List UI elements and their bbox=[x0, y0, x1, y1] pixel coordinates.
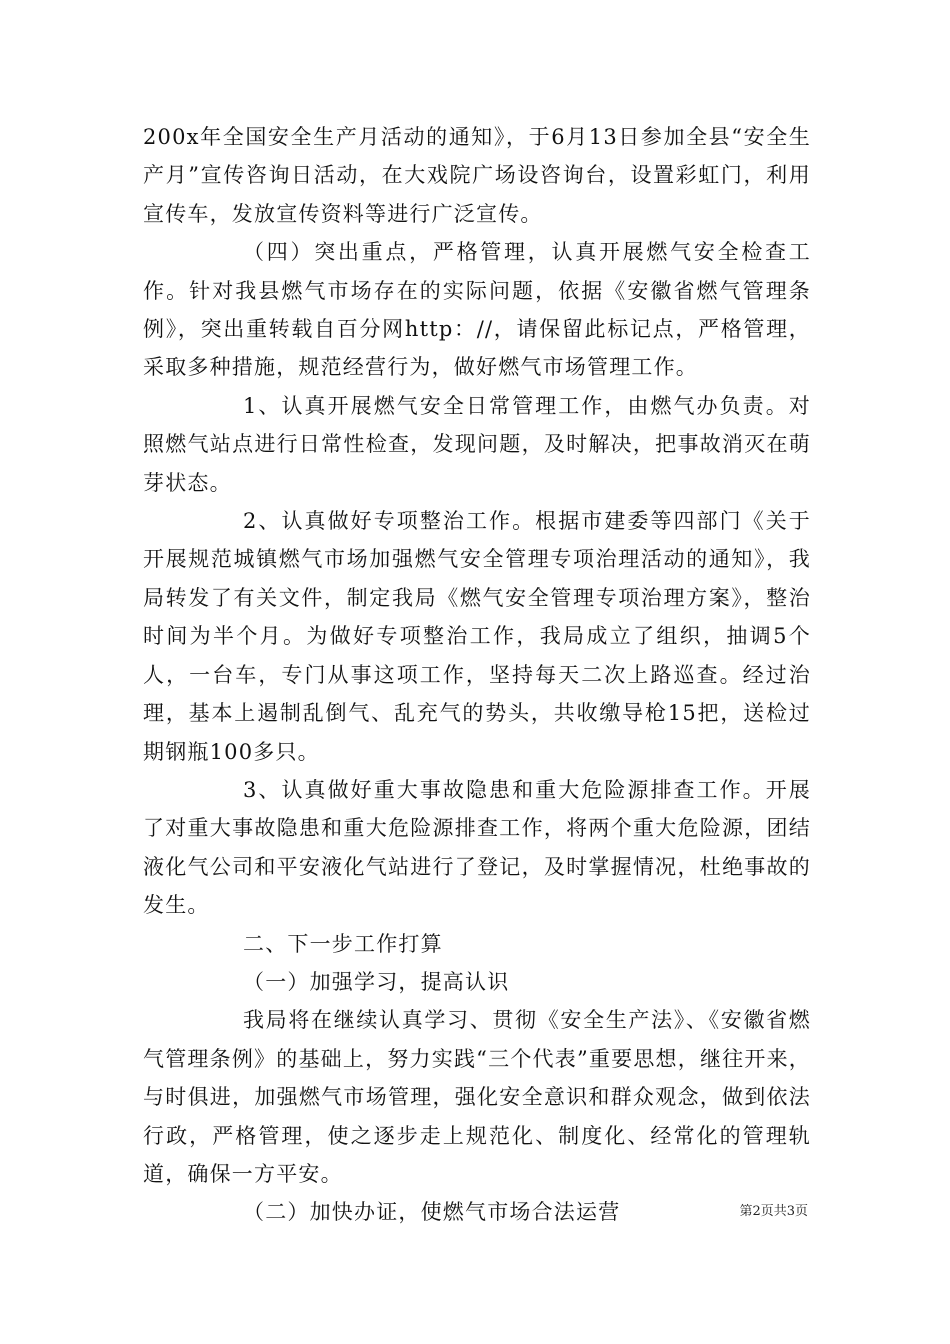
section-heading-next-steps: 二、下一步工作打算 bbox=[243, 931, 443, 956]
paragraph-study-plan: 我局将在继续认真学习、贯彻《安全生产法》、《安徽省燃气管理条例》的基础上，努力实践“三个代表”重要思想，继往开来，与时俱进，加强燃气市场管理，强化安全意识和群众观念，做到依法行政，严格管理，使之逐步走上规范化、制度化、经常化的管理轨道，确保一方平安。 bbox=[143, 1008, 811, 1186]
subheading-strengthen-study: （一）加强学习，提高认识 bbox=[243, 969, 510, 994]
document-body bbox=[143, 118, 811, 1232]
paragraph-gas-inspection: （四）突出重点，严格管理，认真开展燃气安全检查工作。针对我县燃气市场存在的实际问题，依据《安徽省燃气管理条例》，突出重转载自百分网http：//，请保留此标记点，严格管理，采取多种措施，规范经营行为，做好燃气市场管理工作。 bbox=[143, 240, 811, 380]
paragraph-daily-management: 1、认真开展燃气安全日常管理工作，由燃气办负责。对照燃气站点进行日常性检查，发现问题，及时解决，把事故消灭在萌芽状态。 bbox=[143, 393, 811, 495]
page-number-footer: 第2页共3页 bbox=[739, 1204, 808, 1219]
paragraph-publicity: 200x年全国安全生产月活动的通知》，于6月13日参加全县“安全生产月”宣传咨询日活动，在大戏院广场设咨询台，设置彩虹门，利用宣传车，发放宣传资料等进行广泛宣传。 bbox=[143, 125, 811, 226]
subheading-speed-up-licensing: （二）加快办证，使燃气市场合法运营 bbox=[243, 1200, 621, 1225]
paragraph-special-rectification: 2、认真做好专项整治工作。根据市建委等四部门《关于开展规范城镇燃气市场加强燃气安全管理专项治理活动的通知》，我局转发了有关文件，制定我局《燃气安全管理专项治理方案》，整治时间为半个月。为做好专项整治工作，我局成立了组织，抽调5个人，一台车，专门从事这项工作，坚持每天二次上路巡查。经过治理，基本上遏制乱倒气、乱充气的势头，共收缴导枪15把，送检过期钢瓶100多只。 bbox=[143, 509, 811, 764]
paragraph-hazard-investigation: 3、认真做好重大事故隐患和重大危险源排查工作。开展了对重大事故隐患和重大危险源排查工作，将两个重大危险源，团结液化气公司和平安液化气站进行了登记，及时掌握情况，杜绝事故的发生。 bbox=[143, 777, 811, 918]
